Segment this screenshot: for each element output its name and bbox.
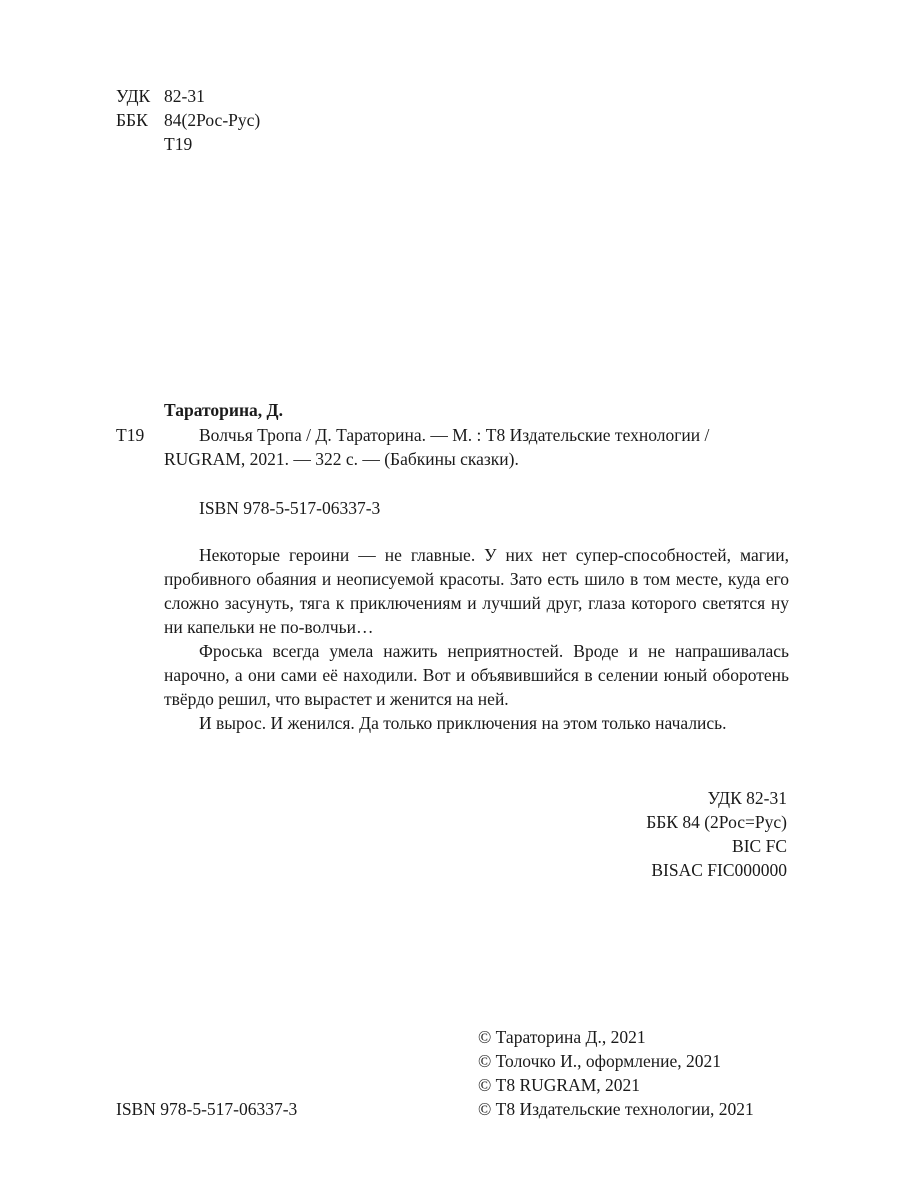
bbk-value: 84(2Рос-Рус) — [164, 110, 261, 130]
record-line-1: Волчья Тропа / Д. Тараторина. — М. : Т8 Издательские технологии / — [199, 425, 710, 445]
record-author: Тараторина, Д. — [164, 400, 283, 420]
copyright-line: © Толочко И., оформление, 2021 — [478, 1051, 722, 1071]
top-author-mark: Т19 — [164, 134, 193, 154]
copyright-line: © Тараторина Д., 2021 — [478, 1027, 646, 1047]
bbk-label: ББК — [116, 110, 148, 130]
top-codes-block — [116, 84, 260, 156]
record-isbn: ISBN 978-5-517-06337-3 — [199, 498, 381, 518]
classification-bic: BIC FC — [732, 836, 787, 856]
bbk-line — [116, 108, 260, 132]
udk-label: УДК — [116, 86, 151, 106]
record-author-mark: Т19 — [116, 425, 145, 445]
annotation-paragraph-1: Некоторые героини — не главные. У них нет супер-способностей, магии, пробивного обаяния и неописуемой красоты. Зато есть шило в том месте, куда его сложно засунуть, тяга к приключениям и лучший друг, глаза которого светятся ну ни капельки не по-волчьи… — [164, 545, 789, 637]
annotation — [164, 543, 789, 735]
record-line-2: RUGRAM, 2021. — 322 с. — (Бабкины сказки). — [164, 449, 519, 469]
annotation-paragraph-3: И вырос. И женился. Да только приключения на этом только начались. — [199, 713, 727, 733]
udk-line — [116, 84, 260, 108]
copyright-line: © Т8 Издательские технологии, 2021 — [478, 1099, 754, 1119]
classification-udk: УДК 82-31 — [707, 788, 787, 808]
classification-bisac: BISAC FIC000000 — [651, 860, 787, 880]
copyright-line: © Т8 RUGRAM, 2021 — [478, 1075, 641, 1095]
footer-isbn: ISBN 978-5-517-06337-3 — [116, 1099, 298, 1119]
classification-block — [500, 786, 787, 882]
udk-value: 82-31 — [164, 86, 205, 106]
author-mark-line — [116, 132, 260, 156]
copyright-block — [478, 1025, 754, 1121]
classification-bbk: ББК 84 (2Рос=Рус) — [646, 812, 787, 832]
annotation-paragraph-2: Фроська всегда умела нажить неприятностей. Вроде и не напрашивалась нарочно, а они сами её находили. Вот и объявившийся в селении юный оборотень твёрдо решил, что вырастет и женится на ней. — [164, 641, 789, 709]
